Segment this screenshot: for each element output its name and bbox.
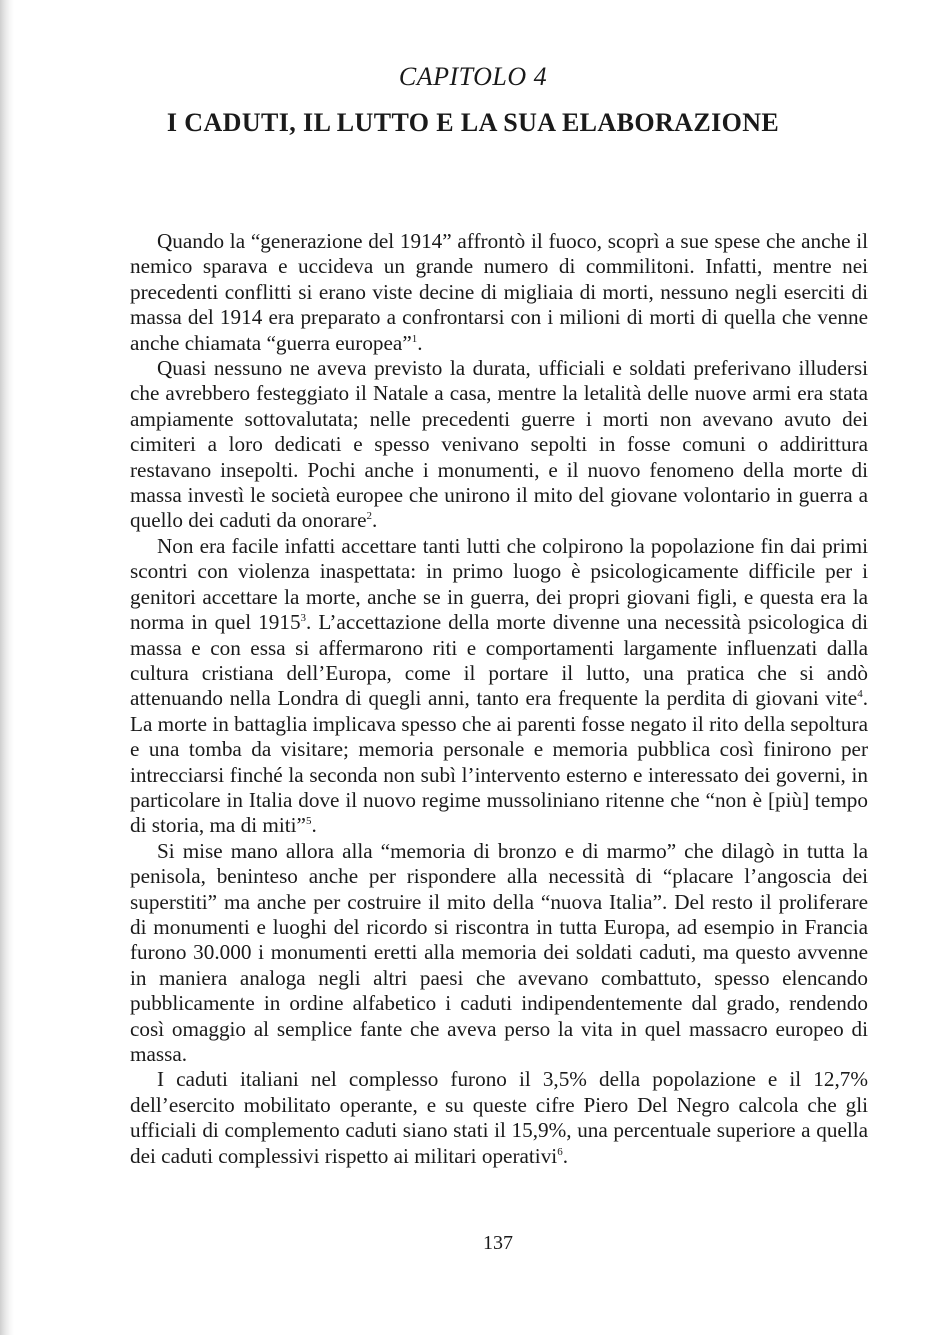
footnote-ref-2[interactable]: 2	[366, 510, 372, 523]
text-segment: I caduti italiani nel complesso furono il 3,5% della popolazione e il 12,7% dell’esercito mobilitato operante, e su queste cifre Piero Del Negro calcola che gli ufficiali di complemento caduti siano stati il 15,9%, una percentuale superiore a quella dei caduti complessivi rispetto ai militari operativi	[130, 1067, 868, 1168]
text-segment: Quasi nessuno ne aveva previsto la durata, ufficiali e soldati preferivano illudersi che avrebbero festeggiato il Natale a casa, mentre la letalità delle nuove armi era stata ampiamente sottovalutata; nelle precedenti guerre i morti non avevano avuto dei cimiteri a loro dedicati e spesso venivano sepolti in fosse comuni o addirittura restavano insepolti. Pochi anche i monumenti, e il nuovo fenomeno della morte di massa investì le società europee che unirono il mito del giovane volontario in guerra a quello dei caduti da onorare	[130, 356, 868, 533]
text-segment: Quando la “generazione del 1914” affrontò il fuoco, scoprì a sue spese che anche il nemico sparava e uccideva un grande numero di commilitoni. Infatti, mentre nei precedenti conflitti si erano viste decine di migliaia di morti, nessuno negli eserciti di massa del 1914 era preparato a confrontarsi con i milioni di morti di quella che venne anche chiamata “guerra europea”	[130, 229, 868, 355]
footnote-ref-4[interactable]: 4	[857, 688, 863, 701]
body-text	[130, 229, 868, 1169]
paragraph-2	[130, 356, 868, 534]
paragraph-3	[130, 534, 868, 839]
footnote-ref-5[interactable]: 5	[305, 815, 312, 828]
page-number: 137	[483, 1232, 513, 1254]
footnote-ref-6[interactable]: 6	[557, 1145, 563, 1158]
chapter-title: I CADUTI, IL LUTTO E LA SUA ELABORAZIONE	[166, 108, 780, 137]
footnote-ref-1[interactable]: 1	[411, 332, 418, 345]
paragraph-4	[130, 839, 868, 1068]
text-segment: . L’accettazione della morte divenne una necessità psicologica di massa e con essa si affermarono riti e comportamenti largamente influenzati dalla cultura cristiana dell’Europa, come il portare il lutto, una pratica che si andò attenuando nella Londra di quegli anni, tanto era frequente la perdita di giovani vite	[130, 610, 868, 711]
text-segment: .	[311, 813, 317, 838]
paragraph-5	[130, 1067, 868, 1169]
text-segment: . La morte in battaglia implicava spesso che ai parenti fosse negato il rito della sepoltura e una tomba da visitare; memoria personale e memoria pubblica così finirono per intrecciarsi finché la seconda non subì l’intervento esterno e interessato dei governi, in particolare in Italia dove il nuovo regime mussoliniano ritenne che “non è [più] tempo di storia, ma di miti”	[130, 686, 868, 838]
text-segment: Si mise mano allora alla “memoria di bronzo e di marmo” che dilagò in tutta la penisola, beninteso anche per rispondere alla necessità di “placare l’angoscia dei superstiti” ma anche per costruire il mito della “nuova Italia”. Del resto il proliferare di monumenti e luoghi del ricordo si riscontra in tutta Europa, ad esempio in Francia furono 30.000 i monumenti eretti alla memoria dei soldati caduti, ma questo avvenne in maniera analoga negli altri paesi che avevano combattuto, spesso elencando pubblicamente in ordine alfabetico i caduti indipendentemente dal grado, rendendo così omaggio al semplice fante che aveva perso la vita in quel massacro europeo di massa.	[130, 838, 868, 1066]
scanned-page-edge-shadow	[0, 0, 14, 1335]
text-segment: .	[372, 508, 378, 533]
text-segment: .	[562, 1143, 568, 1168]
footnote-ref-3[interactable]: 3	[300, 612, 307, 625]
text-segment: Non era facile infatti accettare tanti lutti che colpirono la popolazione fin dai primi scontri con violenza inaspettata: in primo luogo è psicologicamente difficile per i genitori accettare la morte, anche se in guerra, dei propri giovani figli, e questa era la norma in quel 1915	[130, 533, 868, 635]
text-segment: .	[417, 330, 423, 355]
chapter-number: CAPITOLO 4	[398, 62, 548, 91]
paragraph-1	[130, 229, 868, 356]
